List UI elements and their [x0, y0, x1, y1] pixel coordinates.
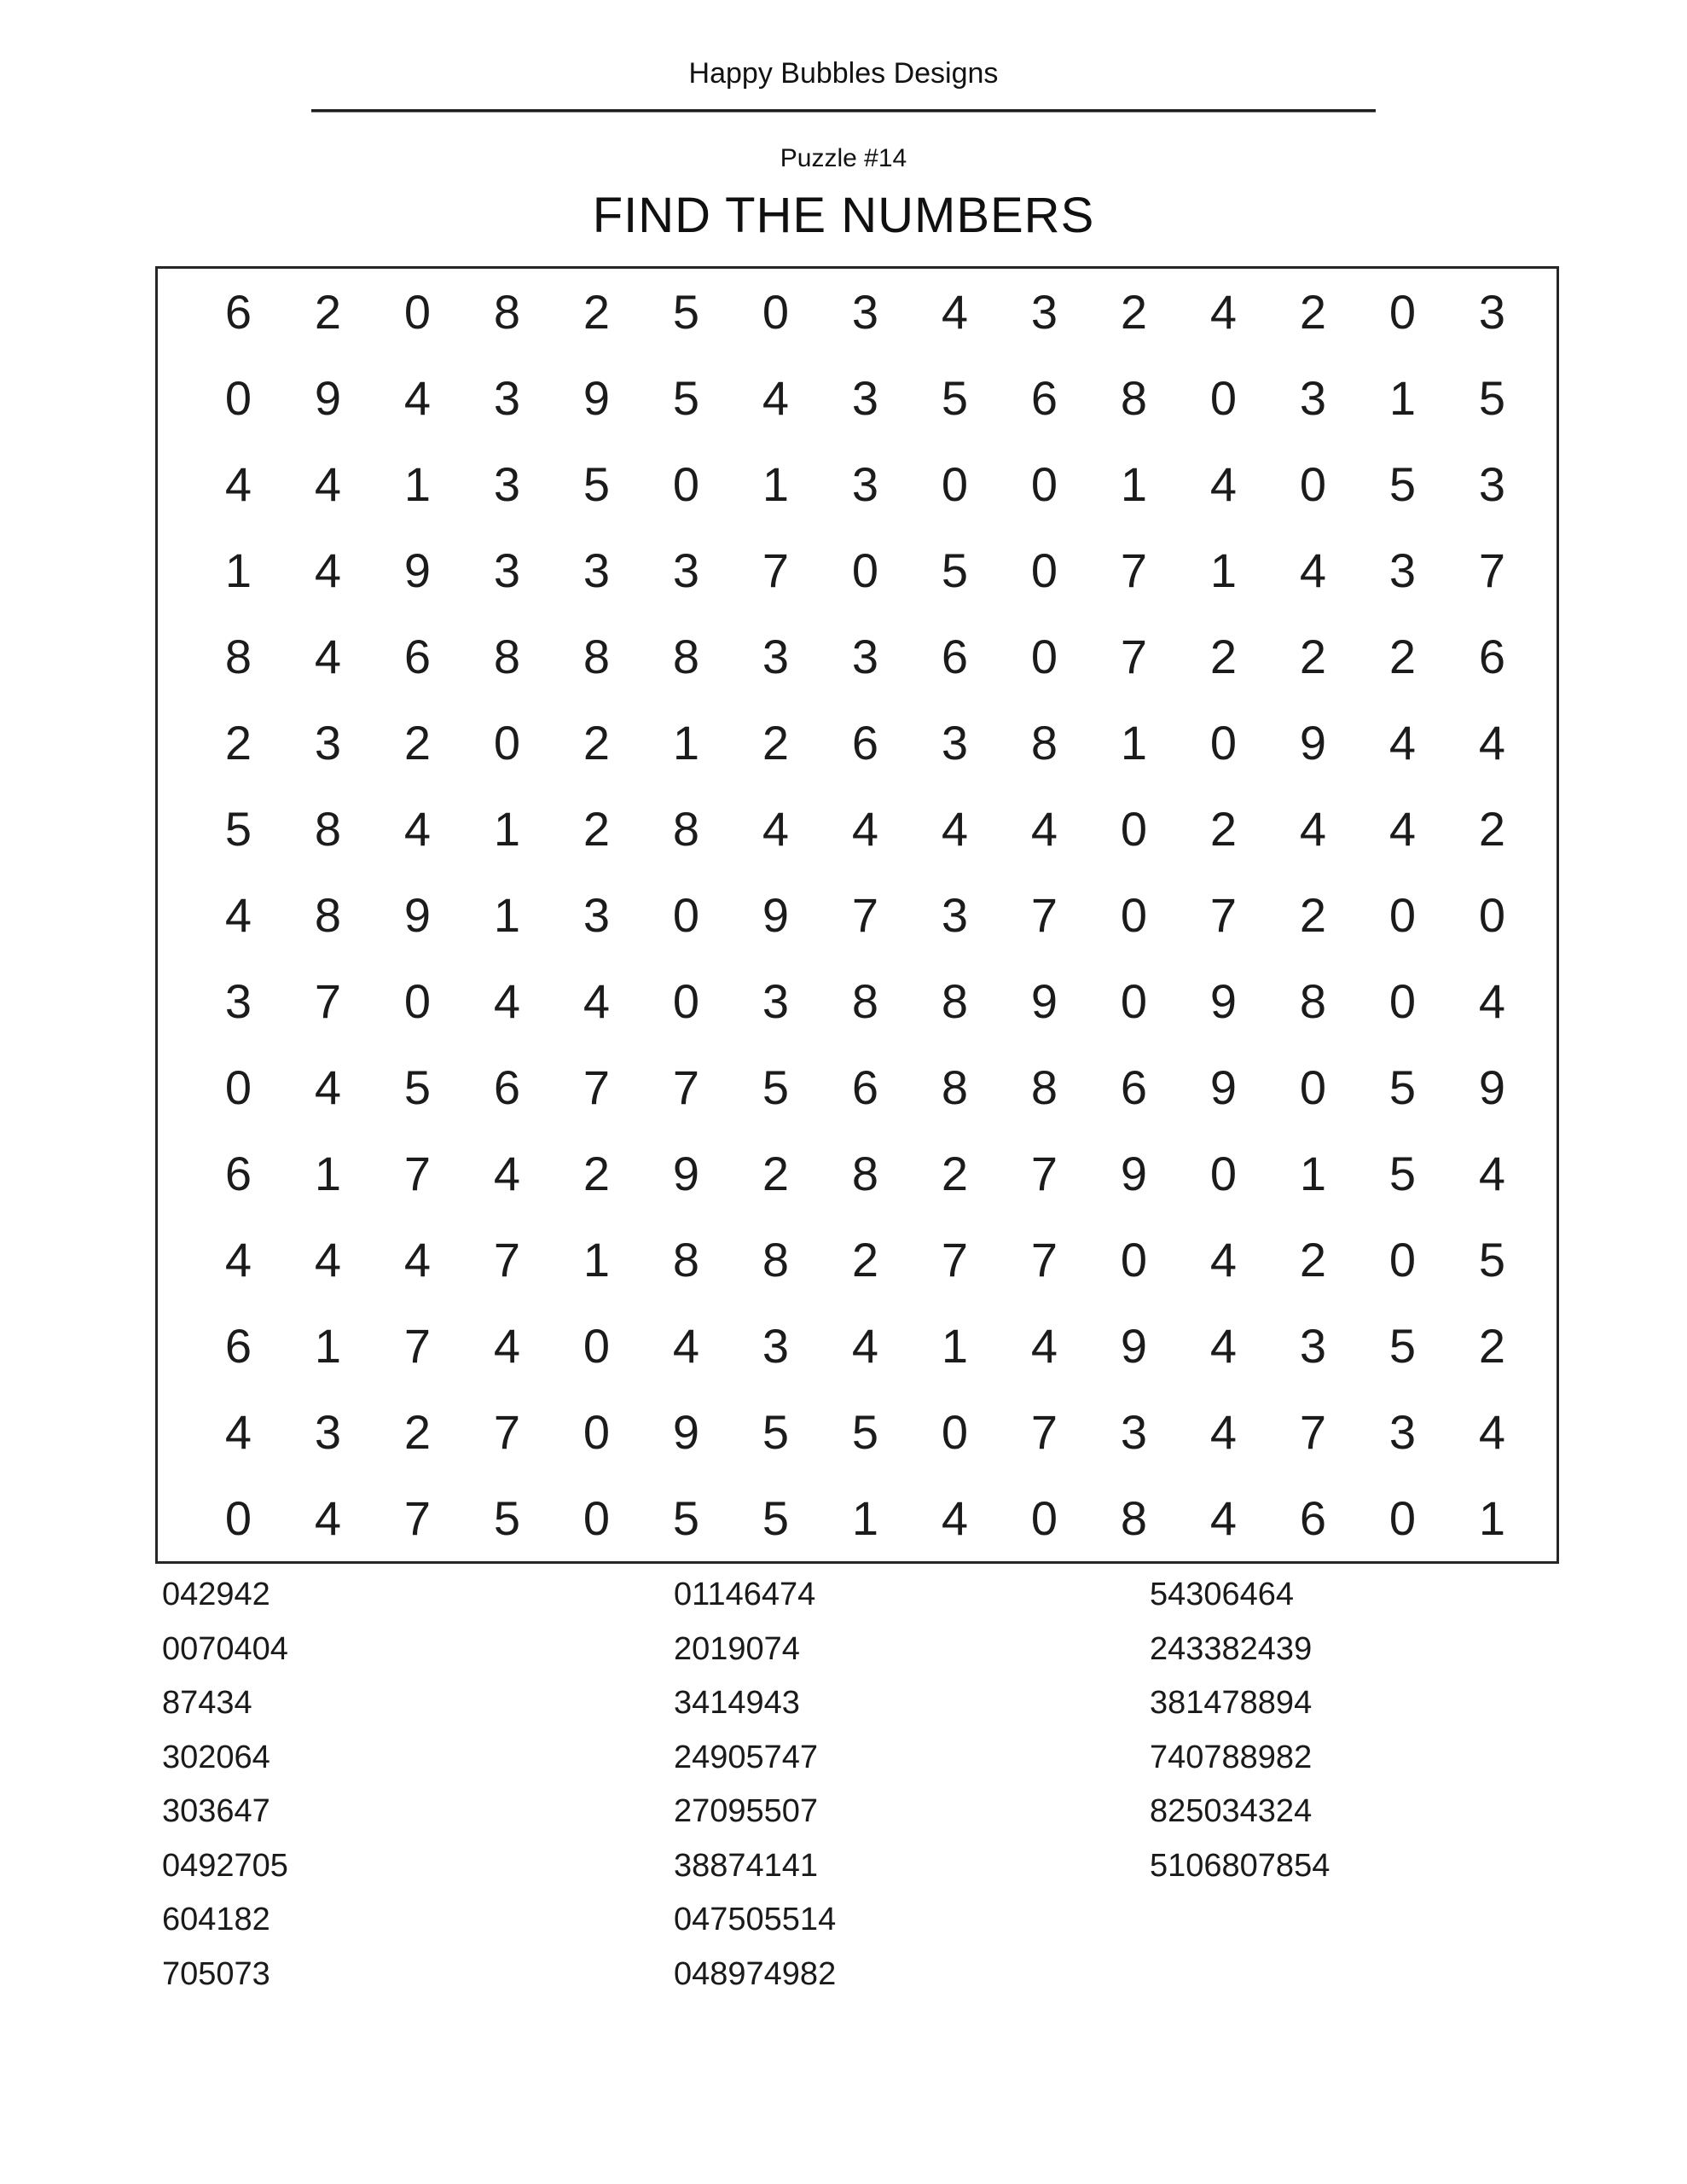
grid-cell: 0 — [1030, 1490, 1058, 1545]
find-list-item: 303647 — [162, 1793, 270, 1829]
grid-cell: 7 — [403, 1318, 432, 1373]
grid-cell: 5 — [583, 456, 611, 511]
number-grid-rows — [194, 269, 1557, 1561]
grid-row — [194, 441, 1557, 527]
grid-cell: 7 — [762, 543, 790, 597]
grid-cell: 7 — [493, 1232, 521, 1287]
grid-cell: 5 — [1388, 1060, 1417, 1114]
grid-cell: 1 — [672, 715, 700, 770]
grid-cell: 7 — [403, 1146, 432, 1200]
grid-cell: 4 — [314, 1490, 342, 1545]
find-list-item: 048974982 — [674, 1955, 837, 1992]
grid-cell: 0 — [1030, 456, 1058, 511]
grid-cell: 7 — [941, 1232, 969, 1287]
find-list-item: 0492705 — [162, 1847, 288, 1884]
grid-cell: 3 — [583, 543, 611, 597]
grid-cell: 2 — [583, 801, 611, 856]
grid-cell: 4 — [1478, 715, 1506, 770]
grid-cell: 3 — [851, 284, 879, 339]
grid-cell: 9 — [583, 370, 611, 425]
grid-cell: 4 — [1388, 801, 1417, 856]
grid-row — [194, 1044, 1557, 1130]
grid-cell: 0 — [224, 370, 252, 425]
grid-cell: 1 — [314, 1318, 342, 1373]
grid-row — [194, 1130, 1557, 1217]
grid-cell: 7 — [493, 1404, 521, 1459]
grid-cell: 1 — [583, 1232, 611, 1287]
grid-cell: 6 — [1299, 1490, 1327, 1545]
grid-cell: 4 — [941, 1490, 969, 1545]
grid-cell: 8 — [941, 1060, 969, 1114]
grid-cell: 8 — [1030, 1060, 1058, 1114]
grid-cell: 1 — [941, 1318, 969, 1373]
grid-cell: 7 — [1030, 887, 1058, 942]
grid-cell: 3 — [762, 629, 790, 683]
grid-cell: 0 — [493, 715, 521, 770]
grid-cell: 4 — [1209, 284, 1238, 339]
grid-cell: 7 — [1478, 543, 1506, 597]
grid-cell: 4 — [762, 370, 790, 425]
grid-cell: 0 — [1120, 801, 1148, 856]
grid-cell: 4 — [1478, 1404, 1506, 1459]
grid-cell: 2 — [224, 715, 252, 770]
grid-cell: 5 — [762, 1404, 790, 1459]
grid-cell: 2 — [314, 284, 342, 339]
grid-cell: 1 — [1299, 1146, 1327, 1200]
grid-row — [194, 786, 1557, 872]
grid-cell: 3 — [583, 887, 611, 942]
grid-cell: 0 — [583, 1318, 611, 1373]
find-list-item: 302064 — [162, 1739, 270, 1775]
grid-cell: 3 — [762, 973, 790, 1028]
grid-cell: 8 — [224, 629, 252, 683]
grid-cell: 7 — [1030, 1404, 1058, 1459]
grid-cell: 3 — [851, 629, 879, 683]
grid-cell: 0 — [1209, 1146, 1238, 1200]
grid-row — [194, 1475, 1557, 1561]
grid-cell: 0 — [1388, 1232, 1417, 1287]
grid-row — [194, 1217, 1557, 1303]
grid-cell: 0 — [224, 1490, 252, 1545]
grid-cell: 4 — [493, 1318, 521, 1373]
grid-cell: 8 — [672, 1232, 700, 1287]
grid-cell: 5 — [672, 370, 700, 425]
grid-cell: 4 — [1209, 1490, 1238, 1545]
grid-cell: 0 — [224, 1060, 252, 1114]
grid-cell: 2 — [583, 284, 611, 339]
grid-cell: 6 — [224, 1318, 252, 1373]
grid-cell: 0 — [1209, 370, 1238, 425]
grid-cell: 4 — [672, 1318, 700, 1373]
grid-cell: 1 — [493, 887, 521, 942]
grid-cell: 4 — [314, 629, 342, 683]
grid-cell: 4 — [1299, 543, 1327, 597]
grid-cell: 6 — [224, 1146, 252, 1200]
grid-cell: 9 — [1209, 973, 1238, 1028]
grid-cell: 5 — [762, 1490, 790, 1545]
grid-cell: 4 — [1478, 1146, 1506, 1200]
grid-cell: 2 — [1209, 629, 1238, 683]
grid-cell: 3 — [941, 887, 969, 942]
grid-cell: 0 — [1120, 1232, 1148, 1287]
grid-cell: 9 — [1120, 1146, 1148, 1200]
grid-cell: 7 — [1120, 629, 1148, 683]
find-list-item: 2019074 — [674, 1630, 800, 1667]
grid-cell: 0 — [1388, 887, 1417, 942]
grid-cell: 3 — [851, 456, 879, 511]
grid-cell: 4 — [403, 801, 432, 856]
grid-cell: 0 — [1478, 887, 1506, 942]
grid-cell: 4 — [1209, 456, 1238, 511]
grid-cell: 2 — [403, 1404, 432, 1459]
grid-cell: 0 — [583, 1490, 611, 1545]
grid-cell: 5 — [1388, 1146, 1417, 1200]
grid-cell: 2 — [1299, 1232, 1327, 1287]
find-list-column — [162, 1568, 288, 2001]
grid-cell: 7 — [583, 1060, 611, 1114]
grid-row — [194, 527, 1557, 613]
grid-cell: 3 — [1388, 1404, 1417, 1459]
find-list-item: 3414943 — [674, 1685, 800, 1721]
grid-cell: 1 — [314, 1146, 342, 1200]
grid-cell: 3 — [493, 543, 521, 597]
grid-cell: 5 — [672, 1490, 700, 1545]
grid-cell: 3 — [1030, 284, 1058, 339]
grid-cell: 5 — [1478, 370, 1506, 425]
grid-cell: 3 — [493, 370, 521, 425]
grid-cell: 9 — [403, 887, 432, 942]
grid-cell: 1 — [403, 456, 432, 511]
grid-cell: 5 — [1388, 456, 1417, 511]
grid-cell: 6 — [493, 1060, 521, 1114]
grid-cell: 7 — [1120, 543, 1148, 597]
grid-cell: 3 — [762, 1318, 790, 1373]
find-list-item: 38874141 — [674, 1847, 819, 1884]
grid-cell: 4 — [314, 543, 342, 597]
grid-cell: 4 — [224, 456, 252, 511]
grid-cell: 0 — [1030, 629, 1058, 683]
grid-cell: 8 — [941, 973, 969, 1028]
grid-cell: 3 — [1478, 456, 1506, 511]
grid-cell: 0 — [1388, 1490, 1417, 1545]
grid-cell: 3 — [1388, 543, 1417, 597]
find-list-item: 604182 — [162, 1902, 270, 1937]
grid-cell: 0 — [583, 1404, 611, 1459]
grid-cell: 9 — [1299, 715, 1327, 770]
grid-cell: 3 — [224, 973, 252, 1028]
grid-cell: 2 — [941, 1146, 969, 1200]
grid-cell: 3 — [1299, 370, 1327, 425]
find-list-item: 047505514 — [674, 1902, 837, 1937]
grid-row — [194, 269, 1557, 355]
grid-cell: 5 — [224, 801, 252, 856]
grid-cell: 8 — [1299, 973, 1327, 1028]
grid-cell: 0 — [851, 543, 879, 597]
grid-cell: 0 — [1388, 973, 1417, 1028]
grid-cell: 0 — [1120, 887, 1148, 942]
grid-cell: 6 — [224, 284, 252, 339]
grid-cell: 9 — [314, 370, 342, 425]
find-list-item: 740788982 — [1150, 1739, 1313, 1775]
grid-cell: 9 — [1120, 1318, 1148, 1373]
grid-cell: 4 — [403, 1232, 432, 1287]
grid-cell: 2 — [1478, 801, 1506, 856]
find-list-item: 54306464 — [1150, 1577, 1295, 1612]
find-list-item: 243382439 — [1150, 1630, 1313, 1667]
grid-cell: 7 — [672, 1060, 700, 1114]
grid-row — [194, 700, 1557, 786]
grid-cell: 0 — [672, 887, 700, 942]
grid-cell: 5 — [762, 1060, 790, 1114]
grid-cell: 1 — [1388, 370, 1417, 425]
grid-cell: 4 — [1478, 973, 1506, 1028]
grid-cell: 4 — [851, 1318, 879, 1373]
find-list-item: 705073 — [162, 1955, 270, 1992]
grid-cell: 1 — [224, 543, 252, 597]
grid-cell: 0 — [672, 973, 700, 1028]
grid-cell: 6 — [851, 715, 879, 770]
grid-cell: 4 — [762, 801, 790, 856]
grid-cell: 5 — [941, 543, 969, 597]
grid-cell: 2 — [762, 715, 790, 770]
grid-cell: 9 — [403, 543, 432, 597]
grid-cell: 8 — [1030, 715, 1058, 770]
grid-cell: 5 — [493, 1490, 521, 1545]
grid-cell: 9 — [672, 1146, 700, 1200]
grid-cell: 4 — [1209, 1404, 1238, 1459]
grid-cell: 7 — [851, 887, 879, 942]
grid-cell: 2 — [1299, 629, 1327, 683]
grid-cell: 4 — [224, 1232, 252, 1287]
grid-cell: 6 — [941, 629, 969, 683]
grid-cell: 9 — [672, 1404, 700, 1459]
grid-cell: 7 — [314, 973, 342, 1028]
grid-cell: 5 — [1478, 1232, 1506, 1287]
grid-cell: 2 — [403, 715, 432, 770]
grid-cell: 8 — [493, 284, 521, 339]
grid-cell: 5 — [672, 284, 700, 339]
grid-cell: 2 — [1120, 284, 1148, 339]
grid-cell: 8 — [314, 801, 342, 856]
find-list-item: 381478894 — [1150, 1685, 1313, 1721]
find-list-item: 5106807854 — [1150, 1847, 1330, 1884]
grid-cell: 7 — [1030, 1146, 1058, 1200]
find-list-item: 01146474 — [674, 1577, 816, 1612]
grid-cell: 0 — [403, 284, 432, 339]
grid-row — [194, 872, 1557, 958]
grid-cell: 8 — [583, 629, 611, 683]
grid-cell: 3 — [941, 715, 969, 770]
grid-cell: 4 — [1299, 801, 1327, 856]
grid-row — [194, 958, 1557, 1044]
grid-cell: 1 — [762, 456, 790, 511]
grid-cell: 4 — [224, 1404, 252, 1459]
grid-cell: 0 — [1120, 973, 1148, 1028]
grid-cell: 3 — [1478, 284, 1506, 339]
grid-cell: 0 — [1299, 1060, 1327, 1114]
grid-cell: 0 — [403, 973, 432, 1028]
grid-cell: 8 — [1120, 1490, 1148, 1545]
grid-cell: 2 — [1209, 801, 1238, 856]
grid-row — [194, 613, 1557, 700]
grid-cell: 2 — [1388, 629, 1417, 683]
grid-cell: 3 — [1120, 1404, 1148, 1459]
grid-row — [194, 355, 1557, 441]
grid-cell: 2 — [583, 715, 611, 770]
number-grid — [155, 266, 1559, 1564]
grid-cell: 8 — [762, 1232, 790, 1287]
find-list-item: 0070404 — [162, 1630, 288, 1667]
grid-cell: 3 — [1299, 1318, 1327, 1373]
puzzle-number-label: Puzzle #14 — [780, 144, 907, 172]
grid-cell: 4 — [851, 801, 879, 856]
grid-cell: 0 — [941, 456, 969, 511]
grid-cell: 7 — [1030, 1232, 1058, 1287]
grid-cell: 3 — [851, 370, 879, 425]
grid-cell: 8 — [672, 629, 700, 683]
grid-cell: 7 — [403, 1490, 432, 1545]
grid-cell: 2 — [583, 1146, 611, 1200]
grid-cell: 1 — [851, 1490, 879, 1545]
grid-cell: 2 — [1299, 284, 1327, 339]
grid-cell: 2 — [851, 1232, 879, 1287]
grid-cell: 4 — [403, 370, 432, 425]
grid-cell: 4 — [1209, 1318, 1238, 1373]
grid-cell: 4 — [1209, 1232, 1238, 1287]
grid-cell: 2 — [762, 1146, 790, 1200]
grid-cell: 1 — [1120, 456, 1148, 511]
grid-cell: 5 — [851, 1404, 879, 1459]
grid-cell: 5 — [941, 370, 969, 425]
find-list-column — [674, 1568, 836, 2001]
grid-cell: 8 — [672, 801, 700, 856]
find-list-column — [1150, 1568, 1330, 1893]
header-divider — [311, 109, 1376, 113]
grid-cell: 0 — [1030, 543, 1058, 597]
brand-title: Happy Bubbles Designs — [688, 57, 999, 90]
grid-row — [194, 1389, 1557, 1475]
grid-cell: 3 — [672, 543, 700, 597]
grid-cell: 0 — [1299, 456, 1327, 511]
grid-cell: 5 — [403, 1060, 432, 1114]
grid-cell: 9 — [762, 887, 790, 942]
grid-cell: 2 — [1299, 887, 1327, 942]
page-title: FIND THE NUMBERS — [592, 188, 1095, 243]
grid-cell: 4 — [224, 887, 252, 942]
grid-cell: 0 — [672, 456, 700, 511]
grid-cell: 3 — [493, 456, 521, 511]
grid-cell: 4 — [314, 1060, 342, 1114]
grid-cell: 4 — [1030, 1318, 1058, 1373]
find-list-item: 042942 — [162, 1577, 270, 1612]
grid-cell: 9 — [1209, 1060, 1238, 1114]
grid-cell: 6 — [1478, 629, 1506, 683]
grid-cell: 8 — [851, 1146, 879, 1200]
grid-cell: 8 — [851, 973, 879, 1028]
grid-cell: 6 — [1030, 370, 1058, 425]
grid-cell: 1 — [493, 801, 521, 856]
grid-cell: 0 — [941, 1404, 969, 1459]
grid-cell: 7 — [1209, 887, 1238, 942]
grid-cell: 7 — [1299, 1404, 1327, 1459]
grid-cell: 5 — [1388, 1318, 1417, 1373]
grid-cell: 8 — [493, 629, 521, 683]
grid-row — [194, 1303, 1557, 1389]
grid-cell: 4 — [493, 1146, 521, 1200]
grid-cell: 4 — [314, 1232, 342, 1287]
grid-cell: 2 — [1478, 1318, 1506, 1373]
grid-cell: 4 — [941, 284, 969, 339]
grid-cell: 8 — [314, 887, 342, 942]
grid-cell: 0 — [762, 284, 790, 339]
grid-cell: 1 — [1209, 543, 1238, 597]
find-list-item: 87434 — [162, 1685, 252, 1721]
grid-cell: 4 — [1030, 801, 1058, 856]
grid-cell: 4 — [493, 973, 521, 1028]
grid-cell: 4 — [314, 456, 342, 511]
grid-cell: 0 — [1209, 715, 1238, 770]
grid-cell: 1 — [1478, 1490, 1506, 1545]
grid-cell: 4 — [941, 801, 969, 856]
grid-cell: 9 — [1030, 973, 1058, 1028]
grid-cell: 6 — [403, 629, 432, 683]
grid-cell: 3 — [314, 1404, 342, 1459]
grid-cell: 0 — [1388, 284, 1417, 339]
find-list-item: 27095507 — [674, 1793, 819, 1829]
grid-cell: 9 — [1478, 1060, 1506, 1114]
grid-cell: 8 — [1120, 370, 1148, 425]
grid-cell: 4 — [1388, 715, 1417, 770]
grid-cell: 6 — [1120, 1060, 1148, 1114]
grid-cell: 6 — [851, 1060, 879, 1114]
find-list-item: 825034324 — [1150, 1793, 1313, 1829]
grid-cell: 3 — [314, 715, 342, 770]
grid-cell: 4 — [583, 973, 611, 1028]
find-list-item: 24905747 — [674, 1739, 819, 1775]
grid-cell: 1 — [1120, 715, 1148, 770]
